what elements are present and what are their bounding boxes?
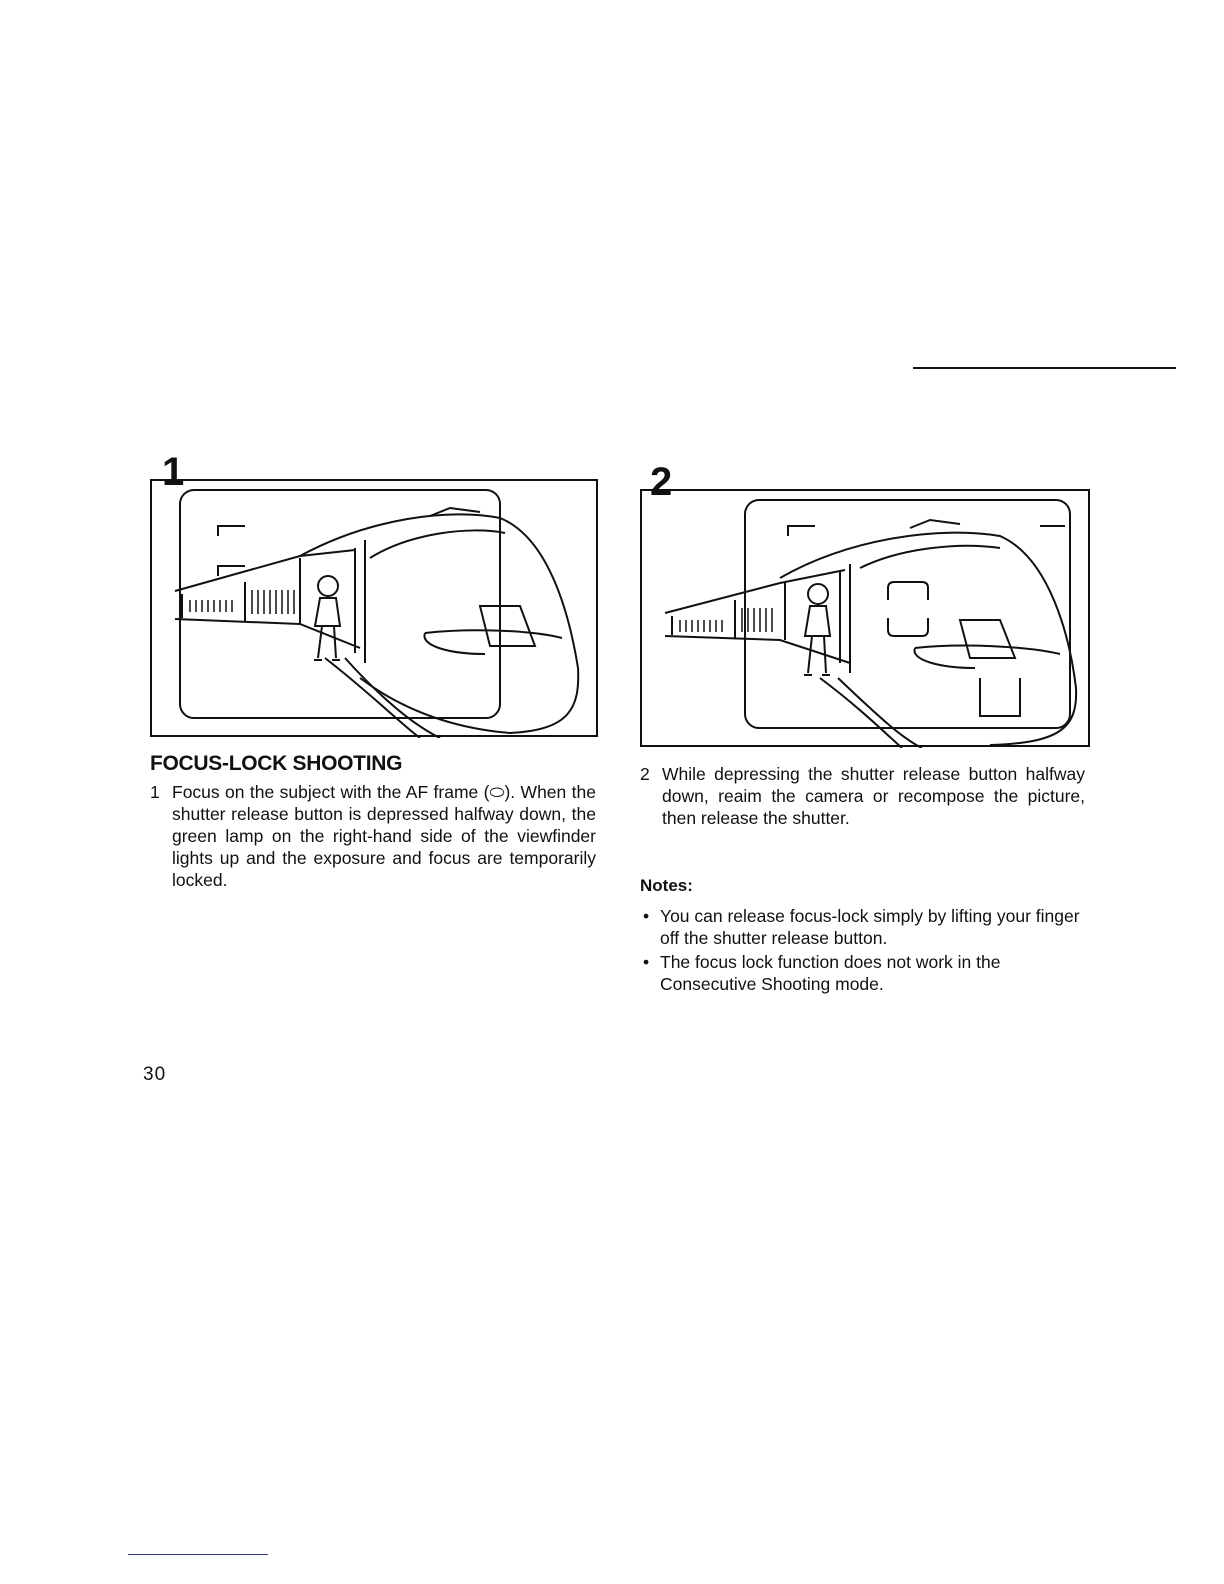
note-text: The focus lock function does not work in the Consecutive Shooting mode. xyxy=(660,952,1001,994)
step-1-text: Focus on the subject with the AF frame (⬭). When the shutter release button is depressed halfway down, the green lamp on the right-hand side of the viewfinder lights up and the exposure and focus are temporarily locked. xyxy=(172,782,596,890)
bullet-icon: • xyxy=(643,952,650,972)
section-title: FOCUS-LOCK SHOOTING xyxy=(150,752,403,775)
viewfinder-train-illustration-1 xyxy=(150,478,598,738)
figure-2-label: 2 xyxy=(650,460,673,504)
figure-1-illustration xyxy=(150,478,598,738)
page-number: 30 xyxy=(143,1064,167,1085)
note-item xyxy=(640,951,1085,995)
step-1-paragraph xyxy=(150,781,596,891)
note-item xyxy=(640,905,1085,949)
bullet-icon: • xyxy=(643,906,650,926)
viewfinder-train-illustration-2 xyxy=(640,488,1090,748)
figure-1-label: 1 xyxy=(162,450,185,494)
top-rule xyxy=(913,367,1176,369)
figure-2-illustration xyxy=(640,488,1090,748)
step-2-text: While depressing the shutter release button halfway down, reaim the camera or recompose the picture, then release the shutter. xyxy=(662,764,1085,828)
step-2-number: 2 xyxy=(640,764,650,784)
step-2-paragraph xyxy=(640,763,1085,829)
notes-heading: Notes: xyxy=(640,876,693,895)
step-1-number: 1 xyxy=(150,782,160,802)
notes-list xyxy=(640,905,1085,997)
bottom-rule xyxy=(128,1554,268,1555)
note-text: You can release focus-lock simply by lifting your finger off the shutter release button. xyxy=(660,906,1080,948)
